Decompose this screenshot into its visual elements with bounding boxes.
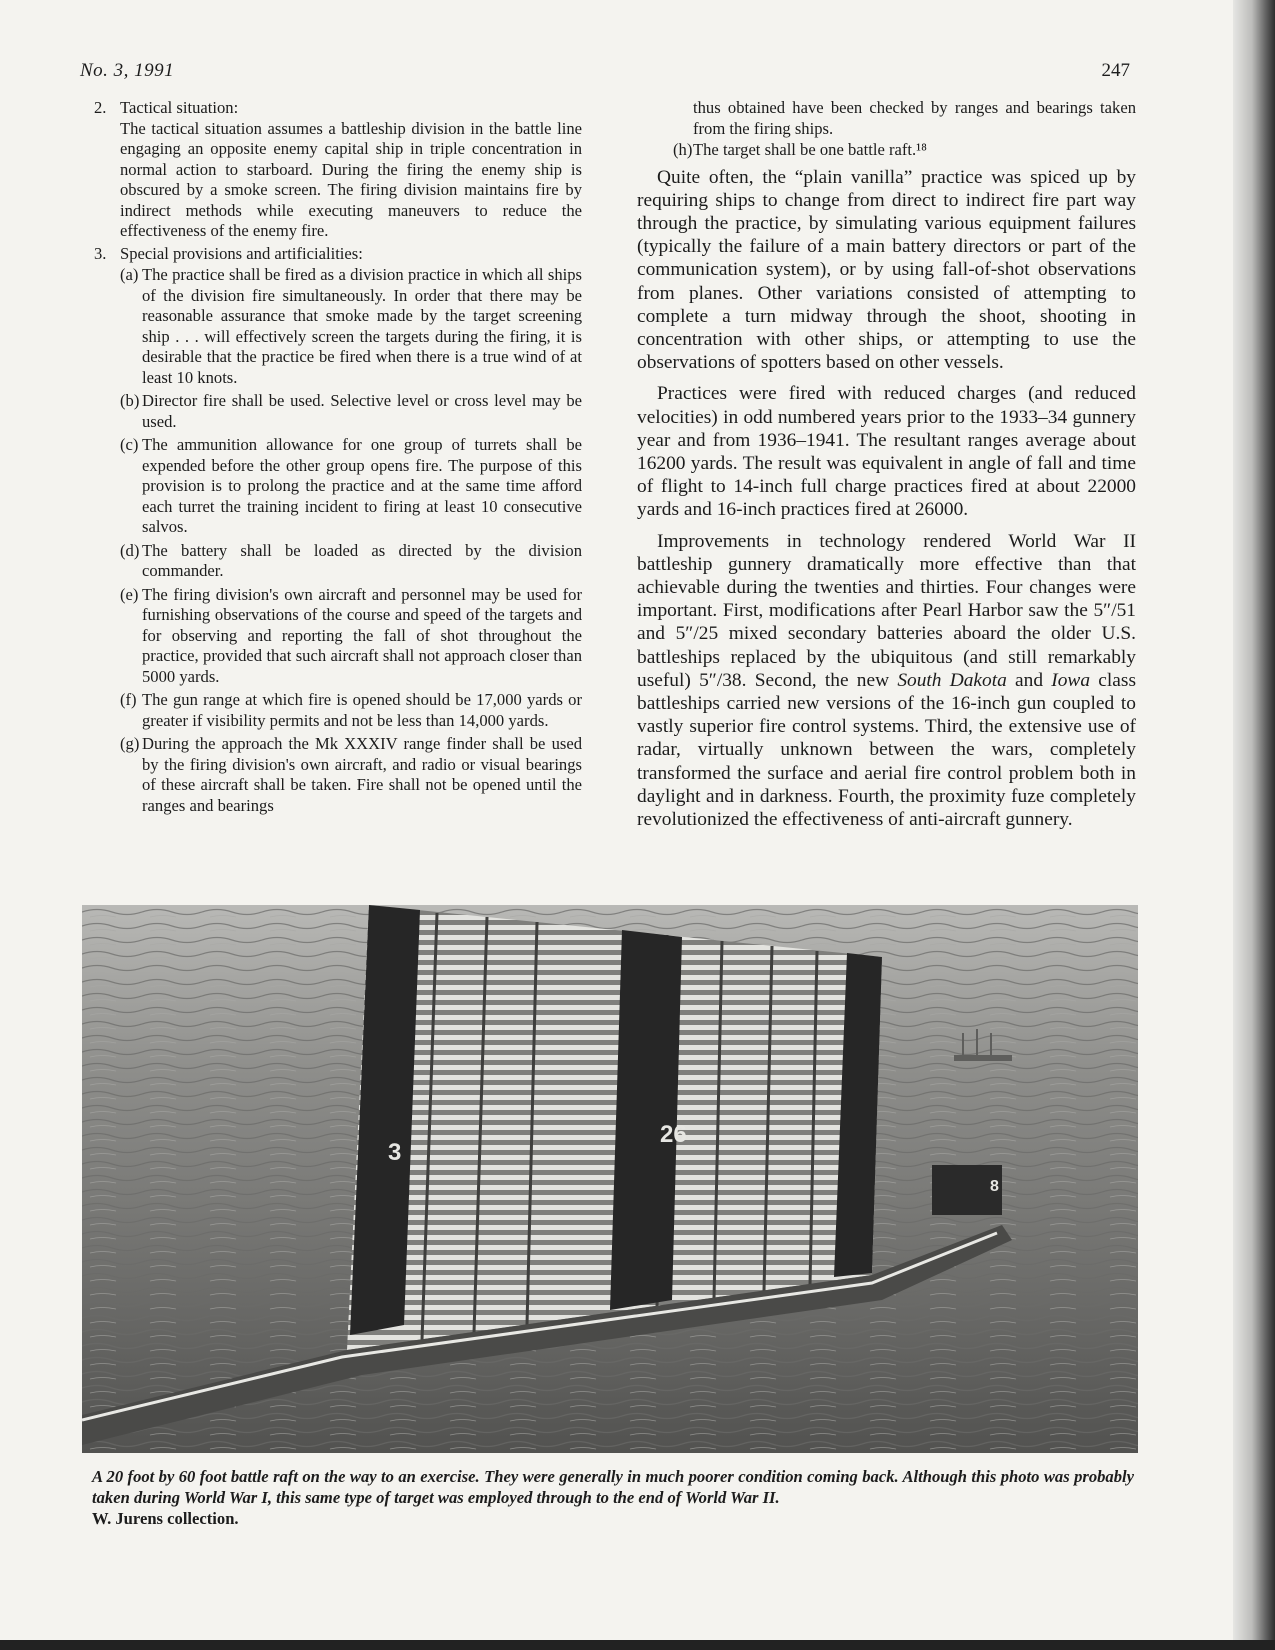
journal-issue: No. 3, 1991 xyxy=(80,60,175,81)
subitem-c xyxy=(94,435,582,538)
subitem-f xyxy=(94,690,582,731)
subitem-label: (e) xyxy=(120,584,139,604)
body-paragraph xyxy=(637,530,1136,832)
subitem-text: The target shall be one battle raft.¹⁸ xyxy=(693,140,927,159)
ship-class-name: South Dakota xyxy=(897,669,1007,691)
page-header xyxy=(80,60,1130,86)
item-number: 2. xyxy=(94,98,107,117)
subitem-label: (d) xyxy=(120,540,140,560)
left-column xyxy=(94,98,582,816)
float-number: 8 xyxy=(990,1178,999,1195)
battle-raft-photo xyxy=(82,905,1138,1453)
continued-text: thus obtained have been checked by ranges and bearings taken from the firing ships. xyxy=(693,98,1136,138)
battle-raft-illustration xyxy=(82,905,1138,1453)
list-item-2 xyxy=(94,98,582,242)
subitem-label: (a) xyxy=(120,265,139,284)
figure-caption: A 20 foot by 60 foot battle raft on the way to an exercise. They were generally in much poorer condition coming back. Although this photo was probably taken during World War I, this same type of target was employed through to the end of World War II. xyxy=(92,1467,1134,1507)
subitem-text: The practice shall be fired as a division practice in which all ships of the division fire simultaneously. In order that there may be reasonable assurance that smoke made by the target screening ship . . . will effectively screen the targets during the firing, it is desirable that the practice be fired when there is a true wind of at least 10 knots. xyxy=(142,265,582,387)
subitem-label: (b) xyxy=(120,391,140,410)
body-paragraph: Quite often, the “plain vanilla” practice was spiced up by requiring ships to change from direct to indirect fire part way through the practice, by simulating various equipment failures (typically the failure of a main battery directors or part of the communication system), or by using fall-of-shot observations from planes. Other variations consisted of attempting to complete a turn midway through the shoot, shooting in concentration with other ships, or attempting to use the observations of spotters based on other vessels. xyxy=(637,166,1136,374)
subitem-label: (h) xyxy=(673,140,693,159)
subitem-h xyxy=(637,140,1136,161)
item-title: Special provisions and artificialities: xyxy=(120,243,363,263)
subitem-text: The battery shall be loaded as directed by the division commander. xyxy=(142,540,582,580)
subitem-text: The ammunition allowance for one group of turrets shall be expended before the other group opens fire. The purpose of this provision is to prolong the practice and at the same time afford each turret the training incident to firing at least 10 consecutive salvos. xyxy=(142,435,582,536)
item-number: 3. xyxy=(94,243,107,263)
right-column xyxy=(637,98,1136,831)
subitem-label: (g) xyxy=(120,734,140,753)
list-item-3 xyxy=(94,244,582,265)
panel-number: 26 xyxy=(660,1121,687,1148)
subitem-label: (c) xyxy=(120,435,139,454)
scan-bottom-edge xyxy=(0,1640,1275,1650)
item-text: The tactical situation assumes a battleship division in the battle line engaging an opposite enemy capital ship in triple concentration in normal action to starboard. During the firing the enemy ship is obscured by a smoke screen. The firing division maintains fire by indirect methods while executing maneuvers to reduce the effectiveness of the enemy fire. xyxy=(120,118,582,240)
item-title: Tactical situation: xyxy=(120,98,239,117)
photo-credit: W. Jurens collection. xyxy=(92,1509,239,1528)
paragraph-text: and xyxy=(1006,669,1052,691)
paragraph-text: class battleships carried new versions of the 16-inch gun coupled to vastly superior fire control systems. Third, the extensive use of radar, virtually unknown between the wars, completely transformed the surface and aerial fire control problem both in daylight and in darkness. Fourth, the proximity fuze completely revolutionized the effectiveness of anti-aircraft gunnery. xyxy=(637,669,1136,830)
panel-number: 3 xyxy=(388,1139,402,1166)
subitem-text: The firing division's own aircraft and personnel may be used for furnishing observations of the course and speed of the targets and for observing and reporting the fall of shot throughout the practice, provided that such aircraft shall not approach closer than 5000 yards. xyxy=(142,584,582,686)
subitem-text: Director fire shall be used. Selective level or cross level may be used. xyxy=(142,391,582,431)
subitem-text: The gun range at which fire is opened should be 17,000 yards or greater if visibility permits and not be less than 14,000 yards. xyxy=(142,690,582,730)
subitem-d xyxy=(94,541,582,582)
body-paragraph: Practices were fired with reduced charges (and reduced velocities) in odd numbered years prior to the 1933–34 gunnery year and from 1936–1941. The resultant ranges average about 16200 yards. The result was equivalent in angle of fall and time of flight to 14-inch full charge practices fired at about 22000 yards and 16-inch practices fired at 26000. xyxy=(637,383,1136,521)
subitem-label: (f) xyxy=(120,690,137,709)
page-number: 247 xyxy=(1101,60,1130,81)
book-binding-shadow xyxy=(1233,0,1275,1650)
target-panel-center xyxy=(610,930,682,1310)
paragraph-text: Improvements in technology rendered World War II battleship gunnery dramatically more effective than that achievable during the twenties and thirties. Four changes were important. First, modifications after Pearl Harbor saw the 5″/51 and 5″/25 mixed secondary batteries aboard the older U.S. battleships replaced by the ubiquitous (and still remarkably useful) 5″/38. Second, the new xyxy=(637,530,1136,691)
subitem-a xyxy=(94,265,582,388)
subitem-e xyxy=(94,585,582,688)
subitem-text: During the approach the Mk XXXIV range finder shall be used by the firing division's own aircraft, and radio or visual bearings of these aircraft shall be taken. Fire shall not be opened until the ranges and bearings xyxy=(142,734,582,815)
subitem-b xyxy=(94,391,582,432)
ship-class-name: Iowa xyxy=(1051,669,1091,691)
subitem-g xyxy=(94,734,582,816)
